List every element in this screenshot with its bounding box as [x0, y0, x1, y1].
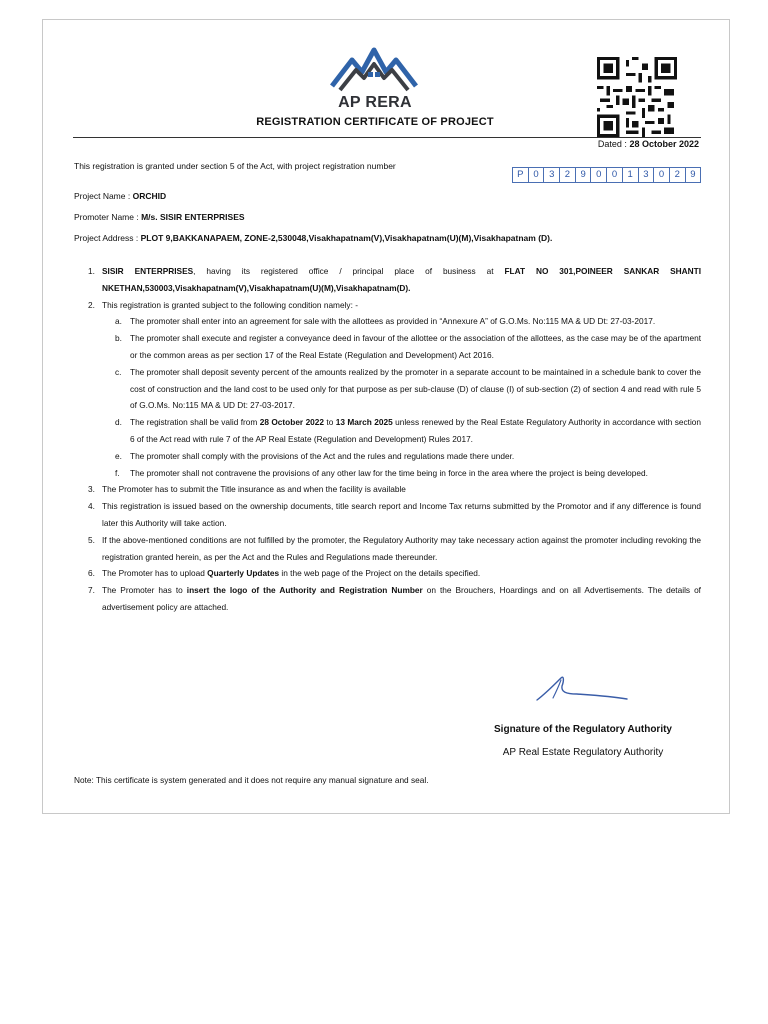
project-name-value: ORCHID [132, 191, 167, 201]
sub-condition-b [74, 330, 701, 364]
certificate-page [42, 19, 730, 814]
registration-number-box [512, 167, 701, 183]
regno-char: 9 [576, 168, 592, 182]
promoter-name-row [74, 212, 245, 222]
conditions-list [74, 263, 701, 616]
condition-7-pre: The Promoter has to [102, 585, 187, 596]
sub-condition-letter: b. [115, 333, 122, 344]
logo-requirement-text: insert the logo of the Authority and Registration Number [186, 585, 423, 596]
condition-2 [74, 297, 701, 314]
regno-char: 2 [670, 168, 686, 182]
sub-condition-c [74, 364, 701, 414]
regno-char: 0 [654, 168, 670, 182]
dated-label: Dated : [597, 139, 627, 149]
condition-2-text: This registration is granted subject to the following condition namely: - [102, 299, 358, 310]
condition-7-post: on the Brouchers, Hoardings and on all Advertisements. The details of advertisement policy are attached. [102, 585, 701, 612]
condition-1 [74, 263, 701, 297]
registered-office-address: FLAT NO 301,POINEER SANKAR SHANTI NKETHAN,530003,Visakhapatnam(V),Visakhapatnam(U)(M),Visakhapatnam(D). [102, 266, 701, 293]
promoter-name-value: M/s. SISIR ENTERPRISES [141, 212, 245, 222]
registration-intro: This registration is granted under section 5 of the Act, with project registration number [74, 161, 396, 171]
validity-mid: to [324, 417, 336, 428]
condition-6-post: in the web page of the Project on the details specified. [279, 568, 481, 579]
sub-condition-d [74, 414, 701, 448]
promoter-name-label: Promoter Name : [74, 212, 139, 222]
project-name-row [74, 191, 166, 201]
sub-condition-text: The promoter shall comply with the provisions of the Act and the rules and regulations made there under. [130, 450, 515, 461]
dated-line [598, 139, 699, 149]
sub-condition-text: The promoter shall deposit seventy percent of the amounts realized by the promoter in a separate account to be maintained in a schedule bank to cover the cost of construction and the land cost to be used only for that purpose as per sub-clause (D) of clause (I) of sub-section (2) of section 4 and read with rule 5 of G.O.Ms. No:115 MA & UD Dt: 27-03-2017. [130, 366, 701, 411]
regno-char: 3 [639, 168, 655, 182]
validity-to-date: 13 March 2025 [335, 417, 393, 428]
condition-number: 6. [88, 568, 95, 579]
sub-condition-text: The promoter shall execute and register a conveyance deed in favour of the allottee or the association of the allottees, as the case may be of the apartment or the common areas as per section 17 of the Real Estate (Regulation and Development) Act 2016. [130, 333, 701, 360]
condition-4-text: This registration is issued based on the ownership documents, title search report and Income Tax returns submitted by the Promotor and if any difference is found later this Authority will take action. [102, 501, 701, 528]
condition-number: 4. [88, 501, 95, 512]
regno-char: 9 [690, 169, 696, 180]
condition-7 [74, 582, 701, 616]
condition-number: 5. [88, 534, 95, 545]
sub-condition-letter: d. [115, 417, 122, 428]
condition-number: 1. [88, 266, 95, 276]
qr-code-icon [597, 57, 677, 137]
sub-condition-f [74, 465, 701, 482]
ap-rera-logo-icon [326, 46, 422, 94]
header-divider [73, 137, 701, 138]
condition-5-text: If the above-mentioned conditions are not fulfilled by the promoter, the Regulatory Authority may take necessary action against the promoter including revoking the registration granted herein, as per the Act and the Rules and Regulations made thereunder. [102, 534, 701, 562]
condition-number: 3. [88, 484, 95, 495]
quarterly-updates-text: Quarterly Updates [207, 568, 280, 579]
validity-pre: The registration shall be valid from [130, 417, 260, 428]
validity-from-date: 28 October 2022 [259, 417, 325, 428]
validity-post: unless renewed by the Real Estate Regulatory Authority in accordance with section 6 of the Act read with rule 7 of the AP Real Estate (Regulation and Development) Rules 2017. [130, 417, 702, 444]
regno-char: 1 [623, 168, 639, 182]
sub-condition-e [74, 448, 701, 465]
condition-number: 2. [88, 299, 95, 310]
project-address-label: Project Address : [74, 233, 139, 243]
sub-condition-text: The promoter shall enter into an agreement for sale with the allottees as provided in “Annexure A” of G.O.Ms. No:115 MA & UD Dt: 27-03-2017. [130, 316, 656, 327]
regno-char: 0 [591, 168, 607, 182]
dated-value: 28 October 2022 [629, 139, 699, 149]
condition-6 [74, 565, 701, 582]
condition-4 [74, 498, 701, 532]
project-name-label: Project Name : [74, 191, 131, 201]
sub-condition-letter: a. [115, 316, 122, 327]
regno-char: 2 [560, 168, 576, 182]
sub-condition-letter: c. [115, 366, 122, 377]
regno-char: 0 [529, 168, 545, 182]
sub-condition-letter: f. [115, 467, 120, 478]
footer-note: Note: This certificate is system generated and it does not require any manual signature and seal. [74, 775, 429, 785]
signature-icon [531, 660, 631, 710]
regno-char: 0 [607, 168, 623, 182]
signature-organization: AP Real Estate Regulatory Authority [502, 747, 664, 758]
condition-1-text: , having its registered office / principal place of business at [193, 266, 505, 276]
sub-condition-a [74, 313, 701, 330]
condition-5 [74, 532, 701, 566]
condition-3-text: The Promoter has to submit the Title insurance as and when the facility is available [102, 484, 406, 495]
condition-6-pre: The Promoter has to upload [102, 568, 208, 579]
sub-condition-letter: e. [115, 450, 122, 461]
signature-title: Signature of the Regulatory Authority [494, 724, 672, 735]
regno-char: P [513, 168, 529, 182]
project-address-row [74, 233, 552, 243]
condition-3 [74, 481, 701, 498]
logo-text: AP RERA [338, 94, 412, 111]
certificate-title: REGISTRATION CERTIFICATE OF PROJECT [256, 116, 494, 128]
sub-condition-text: The promoter shall not contravene the provisions of any other law for the time being in force in the area where the project is being developed. [130, 467, 648, 478]
regno-char: 3 [544, 168, 560, 182]
promoter-name-inline: SISIR ENTERPRISES [102, 266, 194, 276]
condition-number: 7. [88, 585, 95, 596]
project-address-value: PLOT 9,BAKKANAPAEM, ZONE-2,530048,Visakhapatnam(V),Visakhapatnam(U)(M),Visakhapatnam (D). [140, 233, 553, 243]
